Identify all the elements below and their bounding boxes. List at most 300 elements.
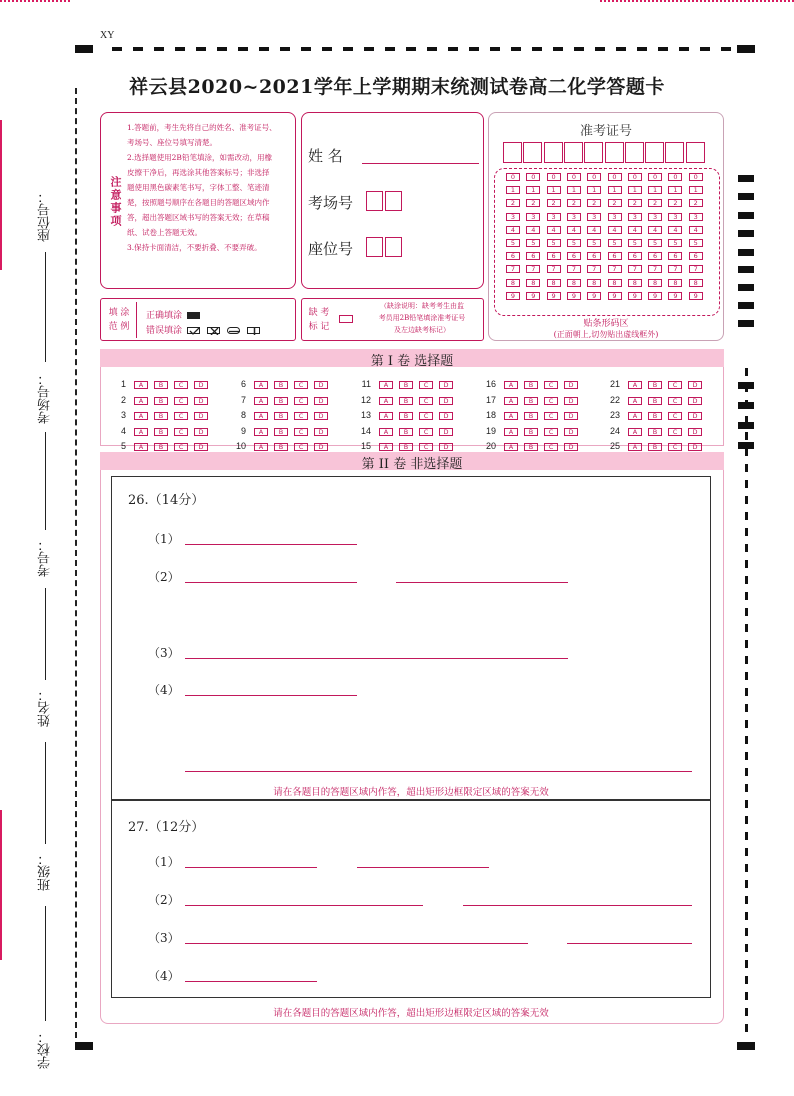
- admission-digit-bubble[interactable]: 3: [547, 213, 561, 221]
- mc-option-bubble[interactable]: A: [254, 443, 268, 451]
- top-right-dotted-border: [600, 0, 794, 2]
- mc-option-bubble[interactable]: C: [294, 412, 308, 420]
- admission-digit-bubble[interactable]: 1: [567, 186, 581, 194]
- mc-option-bubble[interactable]: A: [379, 443, 393, 451]
- top-timing-dash: [448, 47, 458, 51]
- mc-question-number: 2: [120, 394, 126, 405]
- mc-option-bubble[interactable]: A: [504, 428, 518, 436]
- admission-digit-bubble[interactable]: 0: [547, 173, 561, 181]
- mc-option-bubble[interactable]: B: [154, 412, 168, 420]
- admission-digit-bubble[interactable]: 7: [689, 265, 703, 273]
- q27-sub1-line-b[interactable]: [357, 867, 489, 868]
- notes-line: 楚，按照题号顺序在各题目的答题区域内作: [127, 198, 270, 207]
- mc-option-bubble[interactable]: D: [564, 443, 578, 451]
- mc-option-bubble[interactable]: C: [294, 428, 308, 436]
- notes-line: 题使用黑色碳素笔书写，字体工整、笔迹清: [127, 183, 270, 192]
- mc-option-bubble[interactable]: D: [564, 397, 578, 405]
- mc-option-bubble[interactable]: B: [154, 428, 168, 436]
- mc-option-bubble[interactable]: A: [504, 381, 518, 389]
- oval-mark-icon: [227, 327, 240, 334]
- admission-digit-bubble[interactable]: 5: [506, 239, 520, 247]
- notes-line: 答，超出答题区域书写的答案无效；在草稿: [127, 213, 270, 222]
- side-fill-line: [45, 588, 46, 680]
- right-timing-dash: [745, 512, 748, 520]
- admission-digit-bubble[interactable]: 4: [628, 226, 642, 234]
- exam-room-box-2[interactable]: [385, 191, 402, 211]
- admission-digit-bubble[interactable]: 1: [628, 186, 642, 194]
- admission-digit-bubble[interactable]: 1: [648, 186, 662, 194]
- mc-question-number: 15: [360, 441, 371, 451]
- mc-option-bubble[interactable]: B: [274, 381, 288, 389]
- mc-option-bubble[interactable]: D: [314, 428, 328, 436]
- mc-option-bubble[interactable]: A: [134, 443, 148, 451]
- admission-digit-bubble[interactable]: 8: [567, 279, 581, 287]
- admission-digit-bubble[interactable]: 7: [648, 265, 662, 273]
- mc-option-bubble[interactable]: B: [524, 443, 538, 451]
- mc-option-bubble[interactable]: A: [504, 397, 518, 405]
- mc-option-bubble[interactable]: D: [194, 381, 208, 389]
- q27-sub1-label: （1）: [148, 855, 180, 869]
- right-timing-mark: [738, 175, 754, 182]
- mc-option-bubble[interactable]: C: [544, 412, 558, 420]
- mc-question-number: 19: [485, 425, 496, 436]
- admission-digit-bubble[interactable]: 7: [628, 265, 642, 273]
- admission-digit-bubble[interactable]: 2: [628, 199, 642, 207]
- q27-sub3-line-a[interactable]: [185, 943, 528, 944]
- admission-digit-bubble[interactable]: 5: [526, 239, 540, 247]
- admission-digit-cell[interactable]: [564, 142, 583, 163]
- mc-option-bubble[interactable]: B: [648, 428, 662, 436]
- admission-digit-bubble[interactable]: 7: [526, 265, 540, 273]
- right-timing-dash: [745, 864, 748, 872]
- admission-digit-bubble[interactable]: 8: [689, 279, 703, 287]
- mc-option-bubble[interactable]: D: [564, 381, 578, 389]
- admission-digit-bubble[interactable]: 4: [648, 226, 662, 234]
- mc-option-bubble[interactable]: D: [439, 397, 453, 405]
- correct-fill-label: 正确填涂: [146, 311, 183, 321]
- mc-option-bubble[interactable]: C: [544, 397, 558, 405]
- q26-sub1-label: （1）: [148, 532, 180, 546]
- admission-digit-bubble[interactable]: 9: [526, 292, 540, 300]
- admission-digit-bubble[interactable]: 3: [567, 213, 581, 221]
- right-timing-dash: [745, 960, 748, 968]
- mc-option-bubble[interactable]: A: [504, 412, 518, 420]
- admission-digit-bubble[interactable]: 0: [628, 173, 642, 181]
- right-timing-dash: [745, 608, 748, 616]
- mc-option-bubble[interactable]: D: [314, 412, 328, 420]
- admission-digit-bubble[interactable]: 0: [526, 173, 540, 181]
- mc-option-bubble[interactable]: D: [688, 397, 702, 405]
- mc-option-bubble[interactable]: C: [294, 381, 308, 389]
- mc-option-bubble[interactable]: D: [194, 428, 208, 436]
- mc-option-bubble[interactable]: B: [274, 428, 288, 436]
- q26-sub3-label: （3）: [148, 646, 180, 660]
- absent-mark-bubble[interactable]: [339, 315, 353, 323]
- right-timing-dash: [745, 544, 748, 552]
- right-timing-dash: [745, 1008, 748, 1016]
- admission-digit-bubble[interactable]: 7: [567, 265, 581, 273]
- q27-sub2-line-b[interactable]: [463, 905, 692, 906]
- mc-option-bubble[interactable]: B: [524, 397, 538, 405]
- admission-digit-bubble[interactable]: 0: [668, 173, 682, 181]
- q27-sub1-line-a[interactable]: [185, 867, 317, 868]
- mc-option-bubble[interactable]: A: [254, 381, 268, 389]
- mc-option-bubble[interactable]: C: [544, 428, 558, 436]
- admission-digit-cell[interactable]: [665, 142, 684, 163]
- q26-answer-area[interactable]: [111, 476, 711, 800]
- mc-option-bubble[interactable]: A: [134, 428, 148, 436]
- admission-digit-bubble[interactable]: 8: [526, 279, 540, 287]
- admission-digit-bubble[interactable]: 6: [648, 252, 662, 260]
- right-timing-mark: [738, 284, 754, 291]
- mc-option-bubble[interactable]: C: [419, 381, 433, 389]
- q26-sub1-line[interactable]: [185, 544, 357, 545]
- admission-digit-bubble[interactable]: 2: [526, 199, 540, 207]
- admission-digit-bubble[interactable]: 8: [547, 279, 561, 287]
- top-timing-dash: [616, 47, 626, 51]
- admission-digit-bubble[interactable]: 0: [587, 173, 601, 181]
- admission-digit-bubble[interactable]: 3: [648, 213, 662, 221]
- admission-digit-bubble[interactable]: 4: [506, 226, 520, 234]
- admission-digit-bubble[interactable]: 2: [587, 199, 601, 207]
- admission-digit-cell[interactable]: [523, 142, 542, 163]
- mc-option-bubble[interactable]: D: [688, 412, 702, 420]
- admission-digit-bubble[interactable]: 3: [506, 213, 520, 221]
- mc-option-bubble[interactable]: B: [274, 397, 288, 405]
- right-timing-dash: [745, 880, 748, 888]
- admission-digit-bubble[interactable]: 4: [547, 226, 561, 234]
- q26-warning: 请在各题目的答题区域内作答，超出矩形边框限定区域的答案无效: [273, 787, 549, 798]
- mc-option-bubble[interactable]: A: [134, 412, 148, 420]
- mc-option-bubble[interactable]: C: [668, 443, 682, 451]
- admission-digit-bubble[interactable]: 0: [648, 173, 662, 181]
- admission-digit-bubble[interactable]: 6: [587, 252, 601, 260]
- mc-option-bubble[interactable]: D: [439, 428, 453, 436]
- mc-option-bubble[interactable]: D: [564, 428, 578, 436]
- mc-option-bubble[interactable]: C: [544, 443, 558, 451]
- q26-sub4-line[interactable]: [185, 695, 357, 696]
- top-timing-dash: [658, 47, 668, 51]
- mc-option-bubble[interactable]: A: [254, 397, 268, 405]
- mc-option-bubble[interactable]: B: [648, 381, 662, 389]
- admission-digit-cell[interactable]: [686, 142, 705, 163]
- mc-option-bubble[interactable]: B: [648, 443, 662, 451]
- right-timing-mark: [738, 442, 754, 449]
- admission-digit-bubble[interactable]: 6: [547, 252, 561, 260]
- admission-digit-bubble[interactable]: 6: [668, 252, 682, 260]
- mc-option-bubble[interactable]: A: [628, 428, 642, 436]
- q27-sub4-line[interactable]: [185, 981, 317, 982]
- admission-digit-bubble[interactable]: 2: [567, 199, 581, 207]
- admission-digit-bubble[interactable]: 9: [628, 292, 642, 300]
- mc-option-bubble[interactable]: C: [544, 381, 558, 389]
- mc-option-bubble[interactable]: C: [294, 397, 308, 405]
- admission-digit-bubble[interactable]: 0: [689, 173, 703, 181]
- admission-digit-bubble[interactable]: 7: [668, 265, 682, 273]
- admission-digit-bubble[interactable]: 9: [547, 292, 561, 300]
- absent-label-1: 缺 考: [308, 308, 330, 318]
- admission-digit-bubble[interactable]: 6: [567, 252, 581, 260]
- fill-example-label-2: 范 例: [108, 322, 130, 332]
- mc-option-bubble[interactable]: B: [524, 428, 538, 436]
- mc-option-bubble[interactable]: B: [154, 397, 168, 405]
- admission-digit-bubble[interactable]: 5: [587, 239, 601, 247]
- mc-option-bubble[interactable]: B: [399, 381, 413, 389]
- absent-desc-line: 及左边缺考标记）: [394, 326, 450, 334]
- correct-fill-row: [146, 308, 202, 321]
- admission-digit-cell[interactable]: [645, 142, 664, 163]
- admission-digit-bubble[interactable]: 9: [608, 292, 622, 300]
- top-timing-dash: [112, 47, 122, 51]
- admission-digit-bubble[interactable]: 3: [668, 213, 682, 221]
- admission-digit-bubble[interactable]: 4: [526, 226, 540, 234]
- top-timing-dash: [406, 47, 416, 51]
- mc-option-bubble[interactable]: C: [174, 428, 188, 436]
- admission-digit-bubble[interactable]: 2: [668, 199, 682, 207]
- seat-box-1[interactable]: [366, 237, 383, 257]
- q26-sub4-line-extra[interactable]: [185, 771, 692, 772]
- admission-digit-bubble[interactable]: 5: [648, 239, 662, 247]
- admission-digit-cell[interactable]: [605, 142, 624, 163]
- q27-sub4-label: （4）: [148, 969, 180, 983]
- mc-option-bubble[interactable]: C: [174, 443, 188, 451]
- admission-digit-bubble[interactable]: 3: [526, 213, 540, 221]
- q27-sub2-line-a[interactable]: [185, 905, 423, 906]
- admission-digit-bubble[interactable]: 5: [668, 239, 682, 247]
- admission-digit-bubble[interactable]: 4: [587, 226, 601, 234]
- mc-option-bubble[interactable]: B: [154, 381, 168, 389]
- admission-digit-bubble[interactable]: 5: [547, 239, 561, 247]
- top-timing-dash: [595, 47, 605, 51]
- mc-option-bubble[interactable]: D: [314, 397, 328, 405]
- admission-digit-bubble[interactable]: 0: [506, 173, 520, 181]
- admission-digit-bubble[interactable]: 8: [668, 279, 682, 287]
- admission-digit-bubble[interactable]: 1: [547, 186, 561, 194]
- mc-option-bubble[interactable]: C: [419, 443, 433, 451]
- mc-option-bubble[interactable]: A: [379, 412, 393, 420]
- admission-digit-bubble[interactable]: 4: [668, 226, 682, 234]
- q26-sub2-label: （2）: [148, 570, 180, 584]
- mc-option-bubble[interactable]: D: [688, 443, 702, 451]
- exam-room-label: 考场号: [308, 194, 354, 212]
- mc-option-bubble[interactable]: D: [564, 412, 578, 420]
- mc-option-bubble[interactable]: A: [134, 381, 148, 389]
- mc-option-bubble[interactable]: D: [688, 428, 702, 436]
- mc-option-bubble[interactable]: D: [314, 381, 328, 389]
- exam-room-box-1[interactable]: [366, 191, 383, 211]
- mc-option-bubble[interactable]: A: [504, 443, 518, 451]
- mc-option-bubble[interactable]: B: [399, 428, 413, 436]
- mc-question-number: 9: [240, 425, 246, 436]
- mc-option-bubble[interactable]: A: [628, 443, 642, 451]
- admission-digit-bubble[interactable]: 3: [608, 213, 622, 221]
- mc-question-number: 16: [485, 379, 496, 389]
- right-timing-dash: [745, 832, 748, 840]
- admission-digit-bubble[interactable]: 8: [628, 279, 642, 287]
- admission-digit-cell[interactable]: [544, 142, 563, 163]
- admission-digit-bubble[interactable]: 4: [567, 226, 581, 234]
- mc-option-bubble[interactable]: C: [419, 397, 433, 405]
- timing-mark: [75, 45, 93, 53]
- admission-digit-cell[interactable]: [584, 142, 603, 163]
- mc-option-bubble[interactable]: C: [174, 412, 188, 420]
- mc-option-bubble[interactable]: A: [379, 428, 393, 436]
- mc-option-bubble[interactable]: B: [648, 412, 662, 420]
- binding-dashed-line: [75, 88, 77, 1038]
- admission-digit-bubble[interactable]: 5: [567, 239, 581, 247]
- top-timing-dash: [280, 47, 290, 51]
- mc-option-bubble[interactable]: C: [419, 412, 433, 420]
- admission-digit-bubble[interactable]: 2: [608, 199, 622, 207]
- right-timing-mark: [738, 193, 754, 200]
- top-timing-dash: [133, 47, 143, 51]
- admission-digit-bubble[interactable]: 6: [689, 252, 703, 260]
- notes-text: [127, 120, 292, 255]
- mc-option-bubble[interactable]: C: [668, 428, 682, 436]
- mc-question-number: 10: [235, 441, 246, 451]
- admission-digit-bubble[interactable]: 6: [526, 252, 540, 260]
- admission-digit-bubble[interactable]: 3: [628, 213, 642, 221]
- side-label-school: 学校：: [38, 1030, 53, 1069]
- right-timing-dash: [745, 656, 748, 664]
- admission-digit-bubble[interactable]: 9: [689, 292, 703, 300]
- absent-desc-line: 考员用2B铅笔填涂准考证号: [378, 314, 466, 322]
- admission-digit-bubble[interactable]: 9: [587, 292, 601, 300]
- mc-option-bubble[interactable]: B: [399, 397, 413, 405]
- mc-question-number: 18: [485, 410, 496, 420]
- admission-digit-bubble[interactable]: 1: [506, 186, 520, 194]
- mc-question-number: 12: [360, 394, 371, 405]
- admission-digit-bubble[interactable]: 7: [547, 265, 561, 273]
- mc-option-bubble[interactable]: A: [628, 381, 642, 389]
- admission-digit-bubble[interactable]: 8: [648, 279, 662, 287]
- admission-digit-bubble[interactable]: 8: [506, 279, 520, 287]
- mc-question-number: 23: [609, 410, 620, 420]
- mc-option-bubble[interactable]: D: [194, 397, 208, 405]
- side-label-name: 姓名：: [38, 688, 53, 727]
- admission-digit-bubble[interactable]: 0: [567, 173, 581, 181]
- side-label-class: 班级：: [38, 852, 53, 891]
- mc-option-bubble[interactable]: D: [439, 443, 453, 451]
- admission-digit-bubble[interactable]: 1: [608, 186, 622, 194]
- admission-digit-bubble[interactable]: 5: [628, 239, 642, 247]
- admission-digit-bubble[interactable]: 8: [608, 279, 622, 287]
- admission-digit-bubble[interactable]: 1: [526, 186, 540, 194]
- mc-option-bubble[interactable]: C: [668, 412, 682, 420]
- admission-digit-bubble[interactable]: 1: [587, 186, 601, 194]
- right-timing-dash: [745, 816, 748, 824]
- mc-option-bubble[interactable]: B: [154, 443, 168, 451]
- mc-option-bubble[interactable]: A: [379, 381, 393, 389]
- wrong-fill-row: [146, 323, 262, 336]
- notes-line: 1.答题前，考生先将自己的姓名、准考证号、: [127, 123, 277, 132]
- admission-digit-bubble[interactable]: 2: [689, 199, 703, 207]
- admission-digit-bubble[interactable]: 7: [506, 265, 520, 273]
- mc-option-bubble[interactable]: A: [254, 428, 268, 436]
- mc-option-bubble[interactable]: C: [419, 428, 433, 436]
- admission-digit-bubble[interactable]: 4: [689, 226, 703, 234]
- admission-digit-bubble[interactable]: 2: [648, 199, 662, 207]
- name-line[interactable]: [362, 163, 479, 164]
- admission-digit-bubble[interactable]: 1: [668, 186, 682, 194]
- mc-option-bubble[interactable]: B: [524, 412, 538, 420]
- seat-box-2[interactable]: [385, 237, 402, 257]
- mc-option-bubble[interactable]: A: [379, 397, 393, 405]
- mc-option-bubble[interactable]: D: [439, 381, 453, 389]
- mc-option-bubble[interactable]: B: [274, 443, 288, 451]
- mc-option-bubble[interactable]: C: [174, 397, 188, 405]
- admission-digit-cell[interactable]: [625, 142, 644, 163]
- mc-option-bubble[interactable]: B: [274, 412, 288, 420]
- mc-option-bubble[interactable]: A: [628, 397, 642, 405]
- admission-digit-bubble[interactable]: 7: [608, 265, 622, 273]
- mc-option-bubble[interactable]: C: [668, 397, 682, 405]
- top-timing-dash: [490, 47, 500, 51]
- admission-digit-bubble[interactable]: 9: [668, 292, 682, 300]
- mc-option-bubble[interactable]: B: [399, 412, 413, 420]
- mc-option-bubble[interactable]: B: [648, 397, 662, 405]
- mc-question-number: 22: [609, 394, 620, 405]
- q27-sub3-line-b[interactable]: [567, 943, 692, 944]
- q27-title: 27.（12分）: [128, 820, 205, 835]
- right-timing-dash: [745, 944, 748, 952]
- admission-digit-bubble[interactable]: 5: [689, 239, 703, 247]
- admission-digit-bubble[interactable]: 2: [547, 199, 561, 207]
- admission-digit-bubble[interactable]: 8: [587, 279, 601, 287]
- mc-option-bubble[interactable]: D: [194, 443, 208, 451]
- admission-digit-bubble[interactable]: 3: [689, 213, 703, 221]
- q26-sub2-line-b[interactable]: [396, 582, 568, 583]
- mc-option-bubble[interactable]: D: [194, 412, 208, 420]
- admission-digit-bubble[interactable]: 9: [506, 292, 520, 300]
- mc-option-bubble[interactable]: A: [134, 397, 148, 405]
- admission-digit-bubble[interactable]: 6: [608, 252, 622, 260]
- mc-option-bubble[interactable]: B: [399, 443, 413, 451]
- admission-digit-bubble[interactable]: 6: [628, 252, 642, 260]
- admission-digit-bubble[interactable]: 0: [608, 173, 622, 181]
- admission-digit-bubble[interactable]: 3: [587, 213, 601, 221]
- right-timing-mark: [738, 382, 754, 389]
- admission-digit-bubble[interactable]: 6: [506, 252, 520, 260]
- mc-question-number: 24: [609, 425, 620, 436]
- mc-option-bubble[interactable]: D: [439, 412, 453, 420]
- admission-digit-bubble[interactable]: 9: [567, 292, 581, 300]
- mc-option-bubble[interactable]: D: [314, 443, 328, 451]
- mc-option-bubble[interactable]: D: [688, 381, 702, 389]
- q26-sub3-line[interactable]: [185, 658, 568, 659]
- admission-digit-bubble[interactable]: 2: [506, 199, 520, 207]
- top-timing-dash: [343, 47, 353, 51]
- mc-option-bubble[interactable]: C: [174, 381, 188, 389]
- mc-option-bubble[interactable]: C: [668, 381, 682, 389]
- admission-digit-bubble[interactable]: 5: [608, 239, 622, 247]
- mc-question-number: 6: [240, 379, 246, 389]
- right-timing-dash: [745, 800, 748, 808]
- q26-sub2-line-a[interactable]: [185, 582, 357, 583]
- mc-option-bubble[interactable]: C: [294, 443, 308, 451]
- admission-digit-bubble[interactable]: 9: [648, 292, 662, 300]
- right-timing-mark: [738, 402, 754, 409]
- mc-option-bubble[interactable]: A: [628, 412, 642, 420]
- absent-label-2: 标 记: [308, 322, 330, 332]
- admission-digit-bubble[interactable]: 4: [608, 226, 622, 234]
- mc-option-bubble[interactable]: A: [254, 412, 268, 420]
- admission-digit-bubble[interactable]: 7: [587, 265, 601, 273]
- top-timing-dash: [217, 47, 227, 51]
- admission-digit-bubble[interactable]: 1: [689, 186, 703, 194]
- mc-option-bubble[interactable]: B: [524, 381, 538, 389]
- admission-digit-cell[interactable]: [503, 142, 522, 163]
